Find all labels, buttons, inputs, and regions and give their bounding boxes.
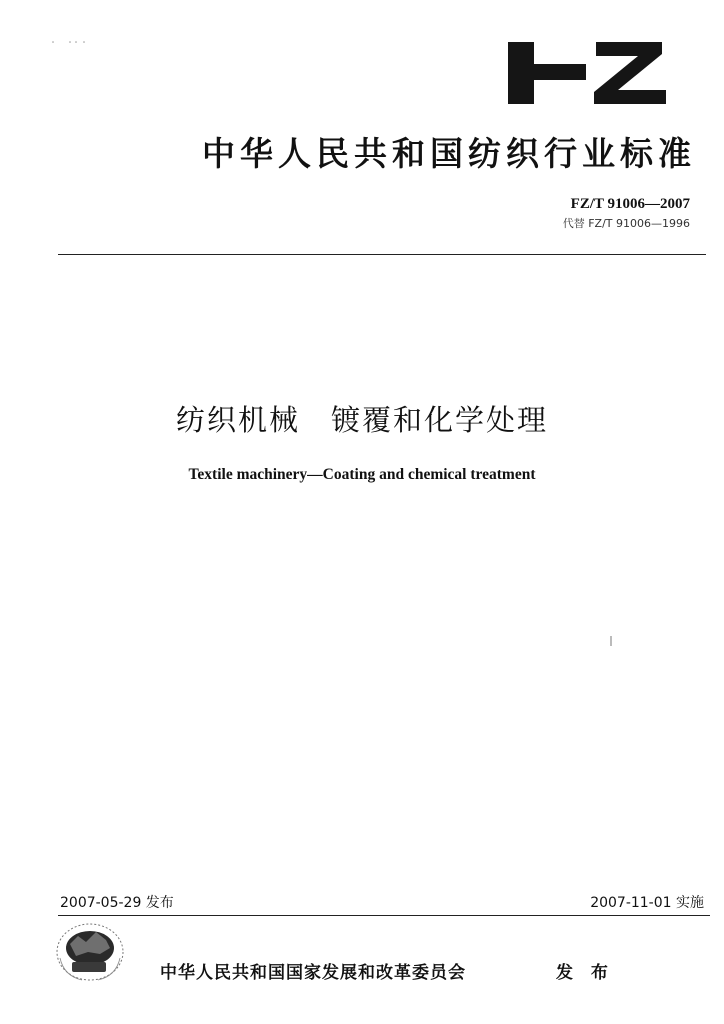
document-title-chinese: 纺织机械 镀覆和化学处理: [175, 403, 548, 437]
issuing-authority: 中华人民共和国国家发展和改革委员会: [160, 963, 466, 983]
replaces-code: 代替 FZ/T 91006—1996: [562, 217, 690, 230]
official-seal: [52, 918, 132, 990]
fz-logo: [500, 38, 670, 106]
document-title-english: Textile machinery—Coating and chemical treatment: [188, 466, 536, 483]
header-divider: [58, 254, 706, 255]
standard-code: FZ/T 91006—2007: [570, 196, 690, 212]
publish-label: 发 布: [556, 963, 614, 983]
footer-divider: [58, 915, 710, 916]
standard-title: 中华人民共和国纺织行业标准: [202, 134, 696, 173]
issue-date: 2007-05-29 发布: [60, 895, 174, 911]
scan-marks: [50, 40, 90, 44]
effective-date: 2007-11-01 实施: [590, 895, 704, 911]
scan-speck: [610, 636, 612, 646]
